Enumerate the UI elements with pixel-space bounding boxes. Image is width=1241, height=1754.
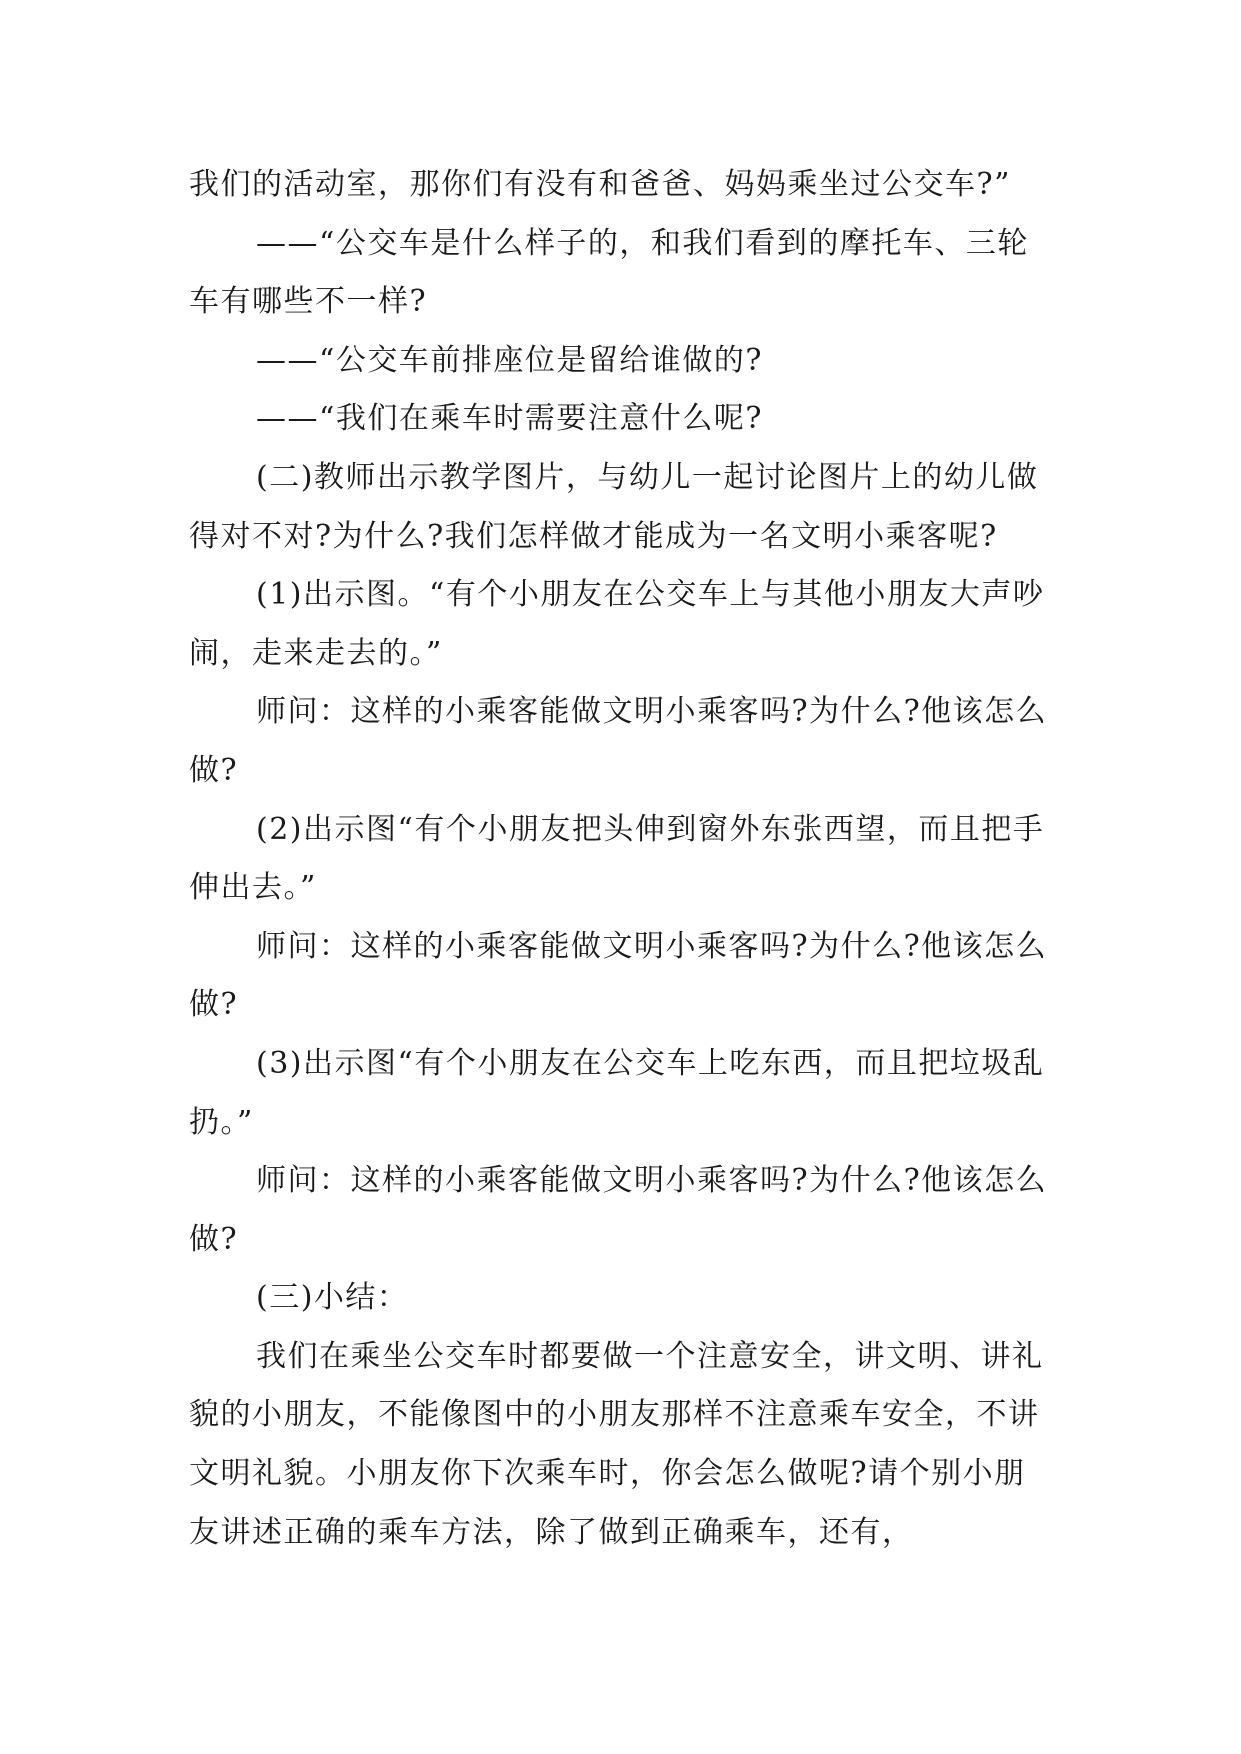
paragraph-4: ——“我们在乘车时需要注意什么呢? xyxy=(256,401,763,437)
paragraph-1: 我们的活动室，那你们有没有和爸爸、妈妈乘坐过公交车?” xyxy=(189,167,1011,202)
paragraph-5: (二)教师出示教学图片，与幼儿一起讨论图片上的幼儿做得对不对?为什么?我们怎样做才能成为一名文明小乘客呢? xyxy=(189,459,1039,554)
paragraph-12: (三)小结： xyxy=(256,1280,409,1316)
paragraph-13: 我们在乘坐公交车时都要做一个注意安全，讲文明、讲礼貌的小朋友，不能像图中的小朋友那样不注意乘车安全，不讲文明礼貌。小朋友你下次乘车时，你会怎么做呢?请个别小朋友讲述正确的乘车方法，除了做到正确乘车，还有， xyxy=(189,1338,1044,1550)
paragraph-10: (3)出示图“有个小朋友在公交车上吃东西，而且把垃圾乱扔。” xyxy=(189,1045,1045,1140)
paragraph-11: 师问：这样的小乘客能做文明小乘客吗?为什么?他该怎么做? xyxy=(189,1163,1048,1257)
paragraph-2: ——“公交车是什么样子的，和我们看到的摩托车、三轮车有哪些不一样? xyxy=(189,225,1029,320)
paragraph-7: 师问：这样的小乘客能做文明小乘客吗?为什么?他该怎么做? xyxy=(189,694,1048,788)
paragraph-3: ——“公交车前排座位是留给谁做的? xyxy=(256,342,763,378)
paragraph-6: (1)出示图。“有个小朋友在公交车上与其他小朋友大声吵闹，走来走去的。” xyxy=(189,577,1045,671)
document-body xyxy=(189,156,1049,1562)
paragraph-9: 师问：这样的小乘客能做文明小乘客吗?为什么?他该怎么做? xyxy=(189,928,1048,1023)
paragraph-8: (2)出示图“有个小朋友把头伸到窗外东张西望，而且把手伸出去。” xyxy=(189,811,1045,906)
